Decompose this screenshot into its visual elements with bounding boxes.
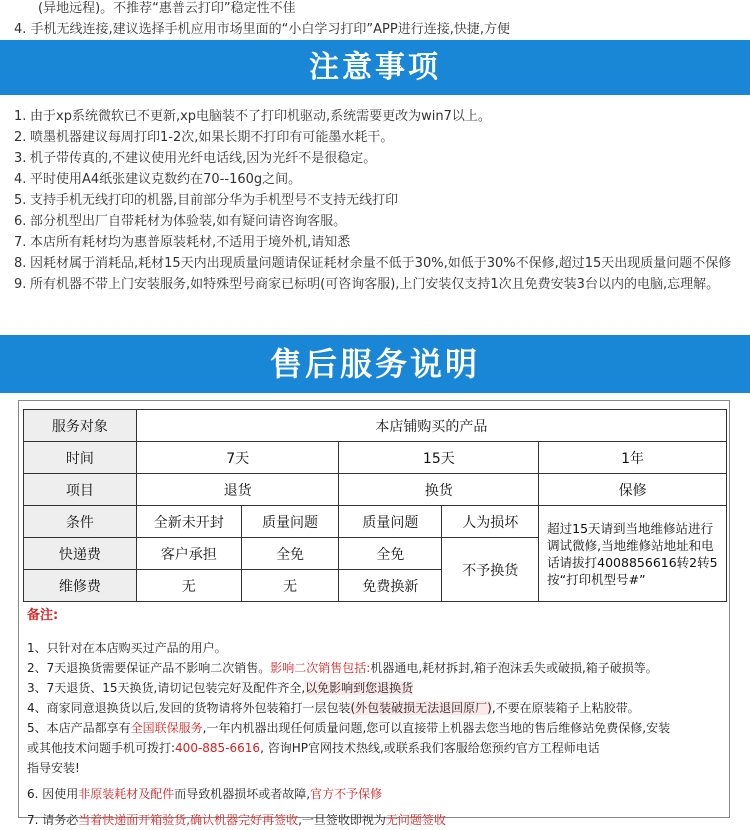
service-table (23, 409, 727, 602)
remark-line: 1、只针对在本店购买过产品的用户。 (27, 641, 227, 655)
service-banner: 售后服务说明 (0, 335, 750, 393)
condition-label: 条件 (24, 506, 137, 538)
wireless-connect-note: 4. 手机无线连接,建议选择手机应用市场里面的“小白学习打印”APP进行连接,快捷,方便 (14, 22, 510, 37)
remarks (27, 606, 729, 830)
table-row (24, 442, 727, 474)
time-1-year: 1年 (539, 442, 727, 474)
remark-line: 或其他技术问题手机可拨打:400-885-6616, 咨询HP官网技术热线,或联系我们客服给您预约官方工程师电话 (27, 741, 600, 755)
item-label: 项目 (24, 474, 137, 506)
notice-banner: 注意事项 (0, 40, 750, 95)
repair-fee-free-exchange: 免费换新 (339, 570, 442, 602)
shipping-free: 全免 (339, 538, 442, 570)
list-item: 7. 本店所有耗材均为惠普原装耗材,不适用于境外机,请知悉 (14, 235, 351, 250)
remark-line: 5、本店产品都享有全国联保服务,一年内机器出现任何质量问题,您可以直接带上机器去您当地的售后维修站免费保修,安装 (27, 721, 671, 735)
condition-quality: 质量问题 (339, 506, 442, 538)
remark-line: 6. 因使用非原装耗材及配件而导致机器损坏或者故障,官方不予保修 (27, 787, 383, 801)
remarks-title: 备注: (27, 608, 59, 623)
remark-line: 2、7天退换货需要保证产品不影响二次销售。影响二次销售包括:机器通电,耗材拆封,箱子泡沫丢失或破损,箱子破损等。 (27, 661, 658, 675)
remark-line: 4、商家同意退换货以后,发回的货物请将外包装箱打一层包装(外包装破损无法退回原厂),不要在原装箱子上粘胶带。 (27, 701, 640, 715)
product-header: 本店铺购买的产品 (136, 410, 726, 442)
item-return: 退货 (136, 474, 339, 506)
list-item: 1. 由于xp系统微软已不更新,xp电脑装不了打印机驱动,系统需要更改为win7以上。 (14, 109, 491, 124)
shipping-customer: 客户承担 (136, 538, 241, 570)
remark-line: 7. 请务必当着快递面开箱验货,确认机器完好再签收,一旦签收即视为无问题签收 (27, 813, 446, 827)
repair-fee-none: 无 (136, 570, 241, 602)
after-sales-panel (18, 400, 730, 827)
time-7-days: 7天 (136, 442, 339, 474)
shipping-free: 全免 (241, 538, 339, 570)
table-row (24, 410, 727, 442)
condition-new: 全新未开封 (136, 506, 241, 538)
no-exchange: 不予换货 (442, 538, 539, 602)
list-item: 9. 所有机器不带上门安装服务,如特殊型号商家已标明(可咨询客服),上门安装仅支持1次且免费安装3台以内的电脑,忘理解。 (14, 277, 720, 292)
list-item: 6. 部分机型出厂自带耗材为体验装,如有疑问请咨询客服。 (14, 214, 347, 229)
table-row (24, 474, 727, 506)
time-label: 时间 (24, 442, 137, 474)
repair-fee-label: 维修费 (24, 570, 137, 602)
list-item: 5. 支持手机无线打印的机器,目前部分华为手机型号不支持无线打印 (14, 193, 399, 208)
top-notes (0, 0, 750, 40)
service-target-label: 服务对象 (24, 410, 137, 442)
item-repair: 保修 (539, 474, 727, 506)
repair-note: 超过15天请到当地维修站进行调试微修,当地维修站地址和电话请拔打4008856616转2转5 按“打印机型号#” (539, 506, 727, 602)
repair-fee-none: 无 (241, 570, 339, 602)
item-exchange: 换货 (339, 474, 539, 506)
remark-line: 指导安装! (27, 761, 80, 775)
list-item: 8. 因耗材属于消耗品,耗材15天内出现质量问题请保证耗材余量不低于30%,如低于30%不保修,超过15天出现质量问题不保修 (14, 256, 732, 271)
time-15-days: 15天 (339, 442, 539, 474)
list-item: 4. 平时使用A4纸张建议克数约在70--160g之间。 (14, 172, 302, 187)
condition-quality: 质量问题 (241, 506, 339, 538)
list-item: 3. 机子带传真的,不建议使用光纤电话线,因为光纤不是很稳定。 (14, 151, 377, 166)
notice-list (14, 106, 739, 295)
list-item: 2. 喷墨机器建议每周打印1-2次,如果长期不打印有可能墨水耗干。 (14, 130, 394, 145)
remark-line: 3、7天退货、15天换货,请切记包装完好及配件齐全,以免影响到您退换货 (27, 681, 414, 695)
table-row (24, 506, 727, 538)
condition-human-damage: 人为损坏 (442, 506, 539, 538)
remote-print-note: (异地远程)。不推荐“惠普云打印”稳定性不佳 (38, 1, 296, 16)
shipping-label: 快递费 (24, 538, 137, 570)
